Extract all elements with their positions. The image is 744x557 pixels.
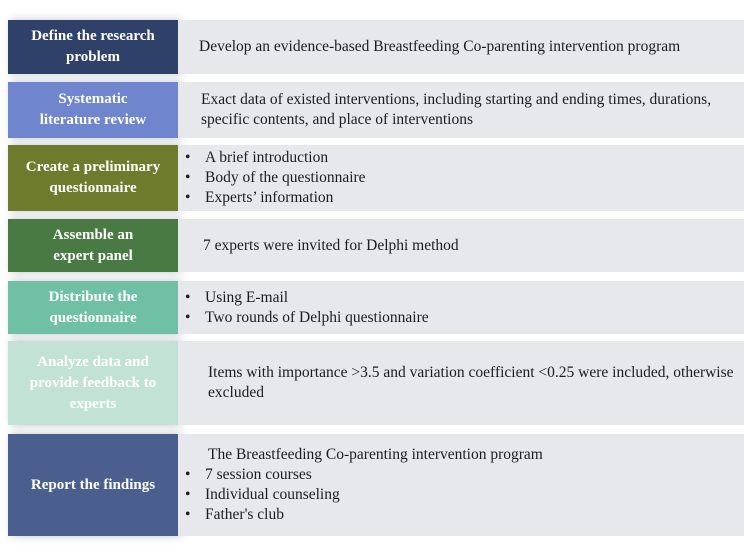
bullet-list (183, 148, 744, 208)
step-box-preliminary-questionnaire (8, 145, 178, 211)
description-text: Develop an evidence-based Breastfeeding Co-parenting intervention program (199, 38, 681, 55)
step-label: Analyze data and provide feedback to experts (29, 353, 157, 412)
bullet-item: • Experts’ information (181, 188, 744, 208)
step-box-define-problem (8, 20, 178, 74)
bullet-item: • Using E-mail (181, 288, 744, 308)
step-box-expert-panel (8, 219, 178, 272)
step-label: Distribute the questionnaire (48, 288, 138, 326)
step-box-distribute-questionnaire (8, 281, 178, 334)
step-row-analyze-feedback (8, 341, 744, 425)
step-description (178, 219, 744, 272)
step-row-preliminary-questionnaire (8, 145, 744, 211)
step-label: Create a preliminary questionnaire (25, 159, 161, 196)
step-description (178, 20, 744, 74)
bullet-item: • A brief introduction (181, 148, 744, 168)
step-description (178, 434, 744, 536)
description-text: The Breastfeeding Co-parenting intervention program (208, 446, 543, 463)
step-box-literature-review (8, 82, 178, 138)
step-description (178, 145, 744, 211)
step-description (178, 341, 744, 425)
step-label: Report the findings (30, 476, 156, 493)
description-text: 7 experts were invited for Delphi method (203, 236, 459, 254)
bullet-item: • Two rounds of Delphi questionnaire (181, 308, 744, 328)
step-row-define-problem (8, 20, 744, 74)
description-text: Items with importance >3.5 and variation coefficient <0.25 were included, otherwise excluded (208, 364, 734, 401)
bullet-list (183, 465, 744, 525)
bullet-item: • Father's club (181, 505, 744, 525)
step-label: Systematic literature review (39, 91, 147, 128)
step-row-distribute-questionnaire (8, 281, 744, 334)
bullet-item: • 7 session courses (181, 465, 744, 485)
step-box-analyze-feedback (8, 341, 178, 425)
step-label: Define the research problem (31, 28, 155, 65)
bullet-item: • Body of the questionnaire (181, 168, 744, 188)
step-row-literature-review (8, 82, 744, 138)
step-description (178, 82, 744, 138)
description-text: Exact data of existed interventions, including starting and ending times, durations, specific contents, and place of interventions (201, 91, 712, 128)
step-row-report-findings (8, 434, 744, 536)
bullet-list (183, 288, 744, 328)
step-row-expert-panel (8, 219, 744, 272)
bullet-item: • Individual counseling (181, 485, 744, 505)
step-box-report-findings (8, 434, 178, 536)
step-label: Assemble an expert panel (52, 226, 134, 264)
step-description (178, 281, 744, 334)
